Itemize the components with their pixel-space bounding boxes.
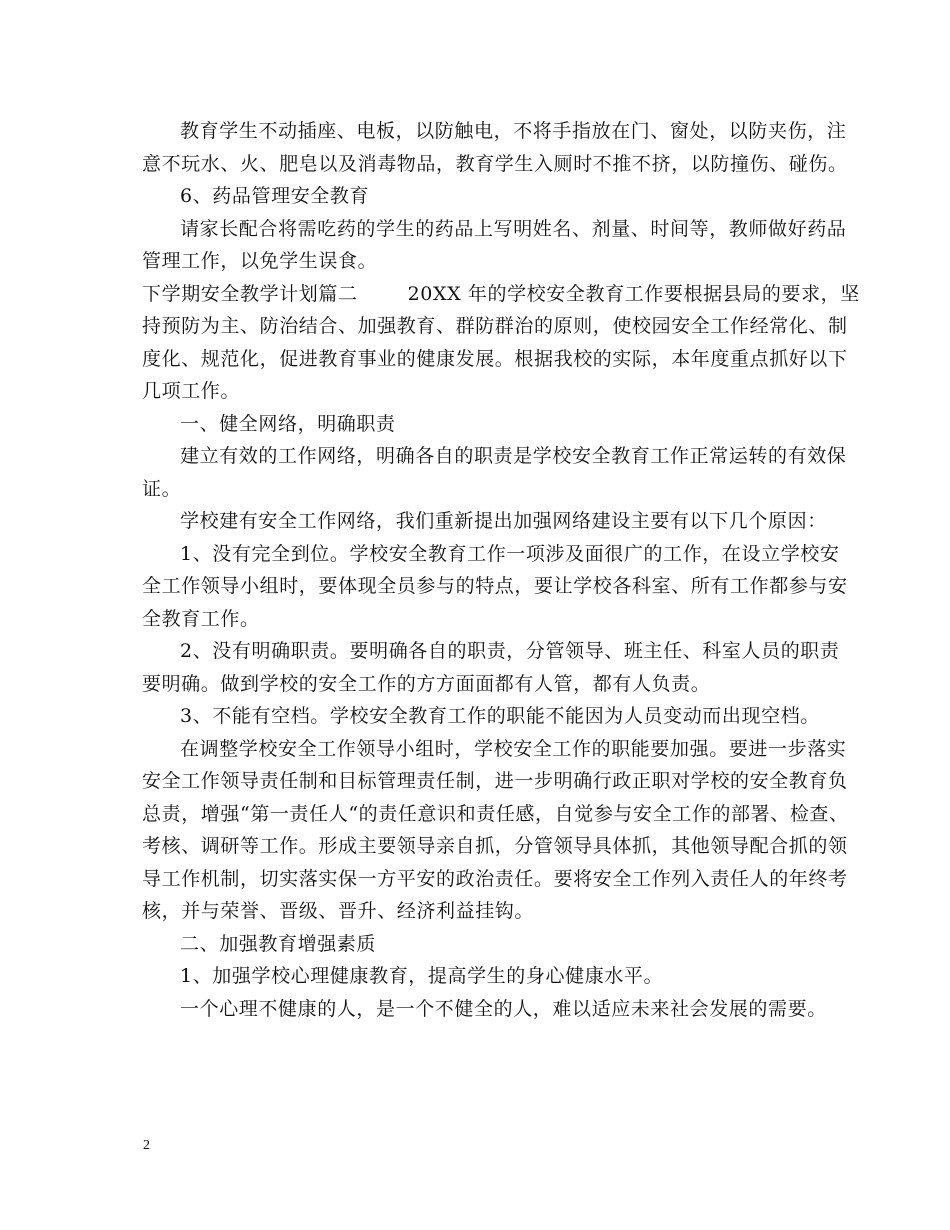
document-body	[142, 115, 860, 1025]
text-line: 持预防为主、防治结合、加强教育、群防群治的原则，使校园安全工作经常化、制	[142, 315, 848, 337]
text-segment: 20XX 年的学校安全教育工作要根据县局的要求，坚	[407, 282, 860, 305]
page-number: 2	[143, 1138, 150, 1153]
section-heading: 一、健全网络，明确职责	[180, 412, 396, 435]
text-line: 2、没有明确职责。要明确各自的职责，分管领导、班主任、科室人员的职责	[180, 640, 840, 662]
text-line: 证。	[142, 477, 182, 500]
text-line: 要明确。做到学校的安全工作的方方面面都有人管，都有人负责。	[142, 672, 711, 695]
article-title: 下学期安全教学计划篇二	[142, 282, 358, 305]
text-line: 1、加强学校心理健康教育，提高学生的身心健康水平。	[180, 965, 664, 987]
text-line: 意不玩水、火、肥皂以及消毒物品，教育学生入厕时不推不挤，以防撞伤、碰伤。	[142, 152, 848, 175]
text-line: 总责，增强“第一责任人“的责任意识和责任感，自觉参与安全工作的部署、检查、	[142, 802, 849, 825]
text-line: 3、不能有空档。学校安全教育工作的职能不能因为人员变动而出现空档。	[180, 705, 820, 727]
text-line: 核，并与荣誉、晋级、晋升、经济利益挂钩。	[142, 900, 535, 922]
text-line: 考核、调研等工作。形成主要领导亲自抓，分管领导具体抓，其他领导配合抓的领	[142, 835, 848, 857]
text-line: 管理工作，以免学生误食。	[142, 250, 378, 272]
text-line: 几项工作。	[142, 380, 241, 402]
section-heading: 6、药品管理安全教育	[180, 185, 370, 207]
text-line: 学校建有安全工作网络，我们重新提出加强网络建设主要有以下几个原因：	[180, 510, 827, 532]
text-line: 教育学生不动插座、电板，以防触电，不将手指放在门、窗处，以防夹伤，注	[180, 120, 847, 142]
text-line: 1、没有完全到位。学校安全教育工作一项涉及面很广的工作，在设立学校安	[180, 542, 840, 565]
text-line: 一个心理不健康的人，是一个不健全的人，难以适应未来社会发展的需要。	[180, 997, 827, 1020]
text-line: 建立有效的工作网络，明确各自的职责是学校安全教育工作正常运转的有效保	[180, 445, 847, 467]
text-line: 导工作机制，切实落实保一方平安的政治责任。要将安全工作列入责任人的年终考	[142, 867, 848, 890]
text-line: 请家长配合将需吃药的学生的药品上写明姓名、剂量、时间等，教师做好药品	[180, 217, 847, 240]
section-heading: 二、加强教育增强素质	[180, 932, 377, 955]
text-line: 全工作领导小组时，要体现全员参与的特点，要让学校各科室、所有工作都参与安	[142, 575, 848, 597]
text-line: 度化、规范化，促进教育事业的健康发展。根据我校的实际，本年度重点抓好以下	[142, 347, 848, 370]
text-line: 安全工作领导责任制和目标管理责任制，进一步明确行政正职对学校的安全教育负	[142, 770, 848, 792]
text-line: 全教育工作。	[142, 607, 260, 630]
article-title-line	[142, 278, 860, 311]
text-line: 在调整学校安全工作领导小组时，学校安全工作的职能要加强。要进一步落实	[180, 737, 847, 760]
